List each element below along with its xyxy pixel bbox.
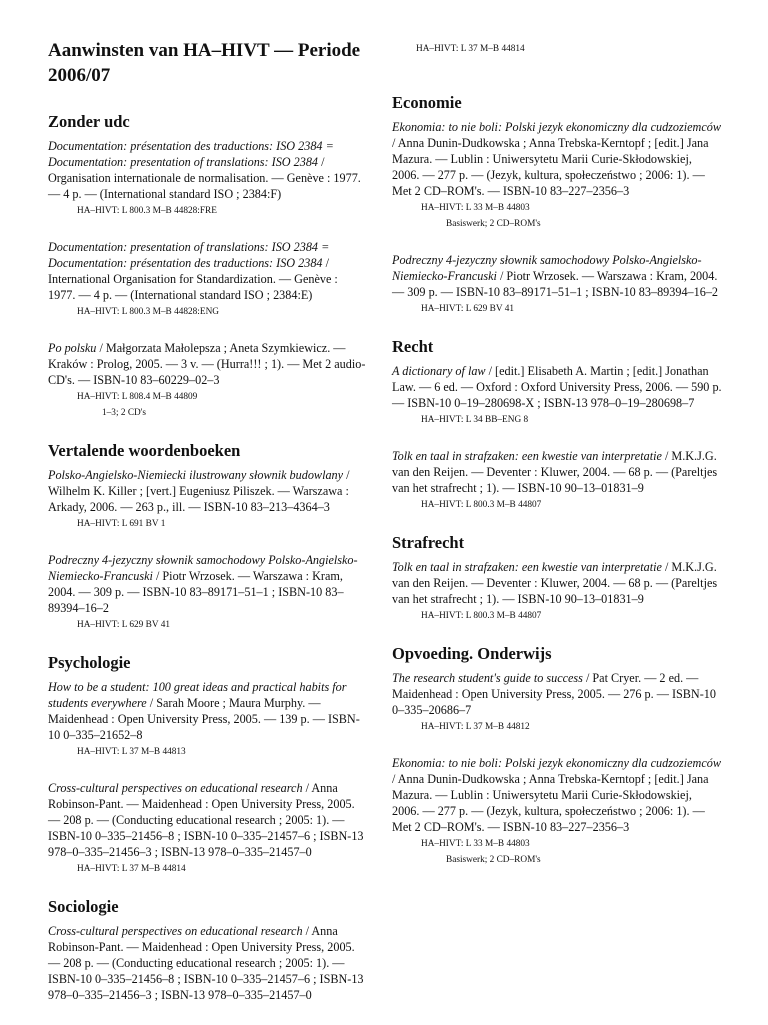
entry-citation — [392, 448, 722, 496]
catalog-entry — [48, 467, 368, 530]
shelf-mark: HA–HIVT: L 37 M–B 44813 — [77, 747, 186, 757]
catalog-entry — [48, 138, 368, 217]
shelf-mark: HA–HIVT: L 629 BV 41 — [77, 620, 171, 630]
holding-note: Basiswerk; 2 CD–ROM's — [446, 855, 541, 865]
entry-details: / Piotr Wrzosek. — Warszawa : Kram, 2004. — 309 p. — ISBN-10 83–89171–51–1 ; ISBN-10 83–89394–16–2 — [48, 569, 344, 615]
catalog-entry — [48, 552, 368, 631]
section — [48, 441, 368, 631]
entry-details: / M.K.J.G. van den Reijen. — Deventer : Kluwer, 2004. — 68 p. — (Pareltjes van het strafrecht ; 1). — ISBN-10 90–13–01831–9 — [392, 560, 718, 606]
right-sections — [392, 93, 722, 866]
entry-citation — [48, 923, 368, 1003]
entry-details: / Anna Dunin-Dudkowska ; Anna Trebska-Kerntopf ; [edit.] Jana Mazura. — Lublin : Uniwersytetu Marii Curie-Skłodowskiej, 2006. — 277 p. — (Jezyk, kultura, społeczeństwo ; 2006: 1). — Met 2 CD–ROM's. — ISBN-10 83–227–2356–3 — [392, 136, 709, 198]
entry-details: / Pat Cryer. — 2 ed. — Maidenhead : Open University Press, 2005. — 276 p. — ISBN-10 0–335–20686–7 — [392, 671, 716, 717]
entry-title: Documentation: presentation of translations: ISO 2384 = Documentation: présentation des traductions: ISO 2384 — [48, 240, 330, 270]
entry-citation — [48, 679, 368, 743]
section — [48, 897, 368, 1003]
catalog-entry — [48, 239, 368, 318]
entry-details: / International Organisation for Standardization. — Genève : 1977. — 4 p. — (International standard ISO ; 2384:E) — [48, 256, 338, 302]
entry-title: Documentation: présentation des traductions: ISO 2384 = Documentation: presentation of translations: ISO 2384 — [48, 139, 334, 169]
entry-title: Cross-cultural perspectives on educational research — [48, 924, 303, 938]
entry-citation — [48, 780, 368, 860]
catalog-entry — [392, 670, 722, 733]
left-sections — [48, 112, 368, 1003]
right-column — [392, 38, 722, 888]
section-heading: Vertalende woordenboeken — [48, 441, 241, 460]
page-title: Aanwinsten van HA–HIVT — Periode 2006/07 — [48, 40, 361, 86]
section — [48, 112, 368, 419]
entry-citation — [392, 363, 722, 411]
entry-title: The research student's guide to success — [392, 671, 583, 685]
holding-note: 1–3; 2 CD's — [102, 408, 147, 418]
entry-details: / Organisation internationale de normalisation. — Genève : 1977. — 4 p. — (International standard ISO ; 2384:F) — [48, 155, 361, 201]
entry-title: Podreczny 4-jezyczny słownik samochodowy Polsko-Angielsko-Niemiecko-Francuski — [48, 553, 358, 583]
left-column — [48, 38, 368, 1025]
entry-citation — [392, 119, 722, 199]
entry-title: Po polsku — [48, 341, 97, 355]
entry-title: Polsko-Angielsko-Niemiecki ilustrowany słownik budowlany — [48, 468, 344, 482]
top-shelf-mark: HA–HIVT: L 37 M–B 44814 — [416, 44, 525, 54]
shelf-mark: HA–HIVT: L 37 M–B 44814 — [77, 864, 186, 874]
shelf-mark: HA–HIVT: L 34 BB–ENG 8 — [421, 415, 529, 425]
entry-details: / Anna Robinson-Pant. — Maidenhead : Open University Press, 2005. — 208 p. — (Conducting educational research ; 2005: 1). — ISBN-10 0–335–21456–8 ; ISBN-10 0–335–21457–6 ; ISBN-13 978–0–335–21456–3 ; ISBN-13 978–0–335–21457–0 — [48, 924, 364, 1002]
entry-details: / Małgorzata Małolepsza ; Aneta Szymkiewicz. — Kraków : Prolog, 2005. — 3 v. — (Hurra!!! ; 1). — Met 2 audio-CD's. — ISBN-10 83–60229–02–3 — [48, 341, 366, 387]
shelf-mark: HA–HIVT: L 33 M–B 44803 — [421, 839, 530, 849]
entry-title: How to be a student: 100 great ideas and practical habits for students everywhere — [48, 680, 347, 710]
entry-details: / Anna Dunin-Dudkowska ; Anna Trebska-Kerntopf ; [edit.] Jana Mazura. — Lublin : Uniwersytetu Marii Curie-Skłodowskiej, 2006. — 277 p. — (Jezyk, kultura, społeczeństwo ; 2006: 1). — Met 2 CD–ROM's. — ISBN-10 83–227–2356–3 — [392, 772, 709, 834]
entry-details: / M.K.J.G. van den Reijen. — Deventer : Kluwer, 2004. — 68 p. — (Pareltjes van het strafrecht ; 1). — ISBN-10 90–13–01831–9 — [392, 449, 718, 495]
catalog-entry — [392, 363, 722, 426]
entry-details: / Piotr Wrzosek. — Warszawa : Kram, 2004. — 309 p. — ISBN-10 83–89171–51–1 ; ISBN-10 83–89394–16–2 — [392, 269, 719, 299]
entry-title: Tolk en taal in strafzaken: een kwestie van interpretatie — [392, 449, 662, 463]
entry-title: Podreczny 4-jezyczny słownik samochodowy Polsko-Angielsko-Niemiecko-Francuski — [392, 253, 702, 283]
holding-note: Basiswerk; 2 CD–ROM's — [446, 219, 541, 229]
section-heading: Strafrecht — [392, 533, 465, 552]
entry-details: / Anna Robinson-Pant. — Maidenhead : Open University Press, 2005. — 208 p. — (Conducting educational research ; 2005: 1). — ISBN-10 0–335–21456–8 ; ISBN-10 0–335–21457–6 ; ISBN-13 978–0–335–21456–3 ; ISBN-13 978–0–335–21457–0 — [48, 781, 364, 859]
section — [392, 337, 722, 511]
catalog-entry — [392, 755, 722, 866]
entry-citation — [48, 552, 368, 616]
entry-title: Cross-cultural perspectives on educational research — [48, 781, 303, 795]
section — [392, 644, 722, 866]
entry-details: / [edit.] Elisabeth A. Martin ; [edit.] Jonathan Law. — 6 ed. — Oxford : Oxford University Press, 2006. — 590 p. — ISBN-10 0–19–280698-X ; ISBN-13 978–0–19–280698–7 — [392, 364, 722, 410]
catalog-entry — [392, 559, 722, 622]
section — [392, 93, 722, 315]
entry-details: / Sarah Moore ; Maura Murphy. — Maidenhead : Open University Press, 2005. — 139 p. — ISBN-10 0–335–21652–8 — [48, 696, 360, 742]
shelf-mark: HA–HIVT: L 33 M–B 44803 — [421, 203, 530, 213]
entry-citation — [48, 467, 368, 515]
shelf-mark: HA–HIVT: L 800.3 M–B 44807 — [421, 611, 542, 621]
section-heading: Recht — [392, 337, 434, 356]
section-heading: Economie — [392, 93, 462, 112]
section — [48, 653, 368, 875]
shelf-mark: HA–HIVT: L 37 M–B 44812 — [421, 722, 530, 732]
catalog-entry — [48, 780, 368, 875]
entry-title: A dictionary of law — [392, 364, 486, 378]
section-heading: Zonder udc — [48, 112, 130, 131]
section — [392, 533, 722, 622]
shelf-mark: HA–HIVT: L 800.3 M–B 44828:ENG — [77, 307, 219, 317]
entry-citation — [392, 252, 722, 300]
entry-citation — [392, 755, 722, 835]
entry-citation — [392, 670, 722, 718]
catalog-entry — [48, 340, 368, 419]
entry-citation — [392, 559, 722, 607]
shelf-mark: HA–HIVT: L 629 BV 41 — [421, 304, 515, 314]
section-heading: Opvoeding. Onderwijs — [392, 644, 552, 663]
section-heading: Sociologie — [48, 897, 119, 916]
shelf-mark: HA–HIVT: L 808.4 M–B 44809 — [77, 392, 198, 402]
entry-title: Ekonomia: to nie boli: Polski jezyk ekonomiczny dla cudzoziemców — [392, 120, 721, 134]
catalog-entry — [392, 119, 722, 230]
shelf-mark: HA–HIVT: L 691 BV 1 — [77, 519, 166, 529]
entry-citation — [48, 340, 368, 388]
catalog-entry — [48, 923, 368, 1003]
section-heading: Psychologie — [48, 653, 131, 672]
entry-citation — [48, 239, 368, 303]
entry-details: / Wilhelm K. Killer ; [vert.] Eugeniusz Piliszek. — Warszawa : Arkady, 2006. — 263 p., ill. — ISBN-10 83–213–4364–3 — [48, 468, 350, 514]
entry-title: Tolk en taal in strafzaken: een kwestie van interpretatie — [392, 560, 662, 574]
entry-title: Ekonomia: to nie boli: Polski jezyk ekonomiczny dla cudzoziemców — [392, 756, 721, 770]
shelf-mark: HA–HIVT: L 800.3 M–B 44828:FRE — [77, 206, 217, 216]
catalog-entry — [48, 679, 368, 758]
shelf-mark: HA–HIVT: L 800.3 M–B 44807 — [421, 500, 542, 510]
catalog-entry — [392, 448, 722, 511]
catalog-entry — [392, 252, 722, 315]
entry-citation — [48, 138, 368, 202]
